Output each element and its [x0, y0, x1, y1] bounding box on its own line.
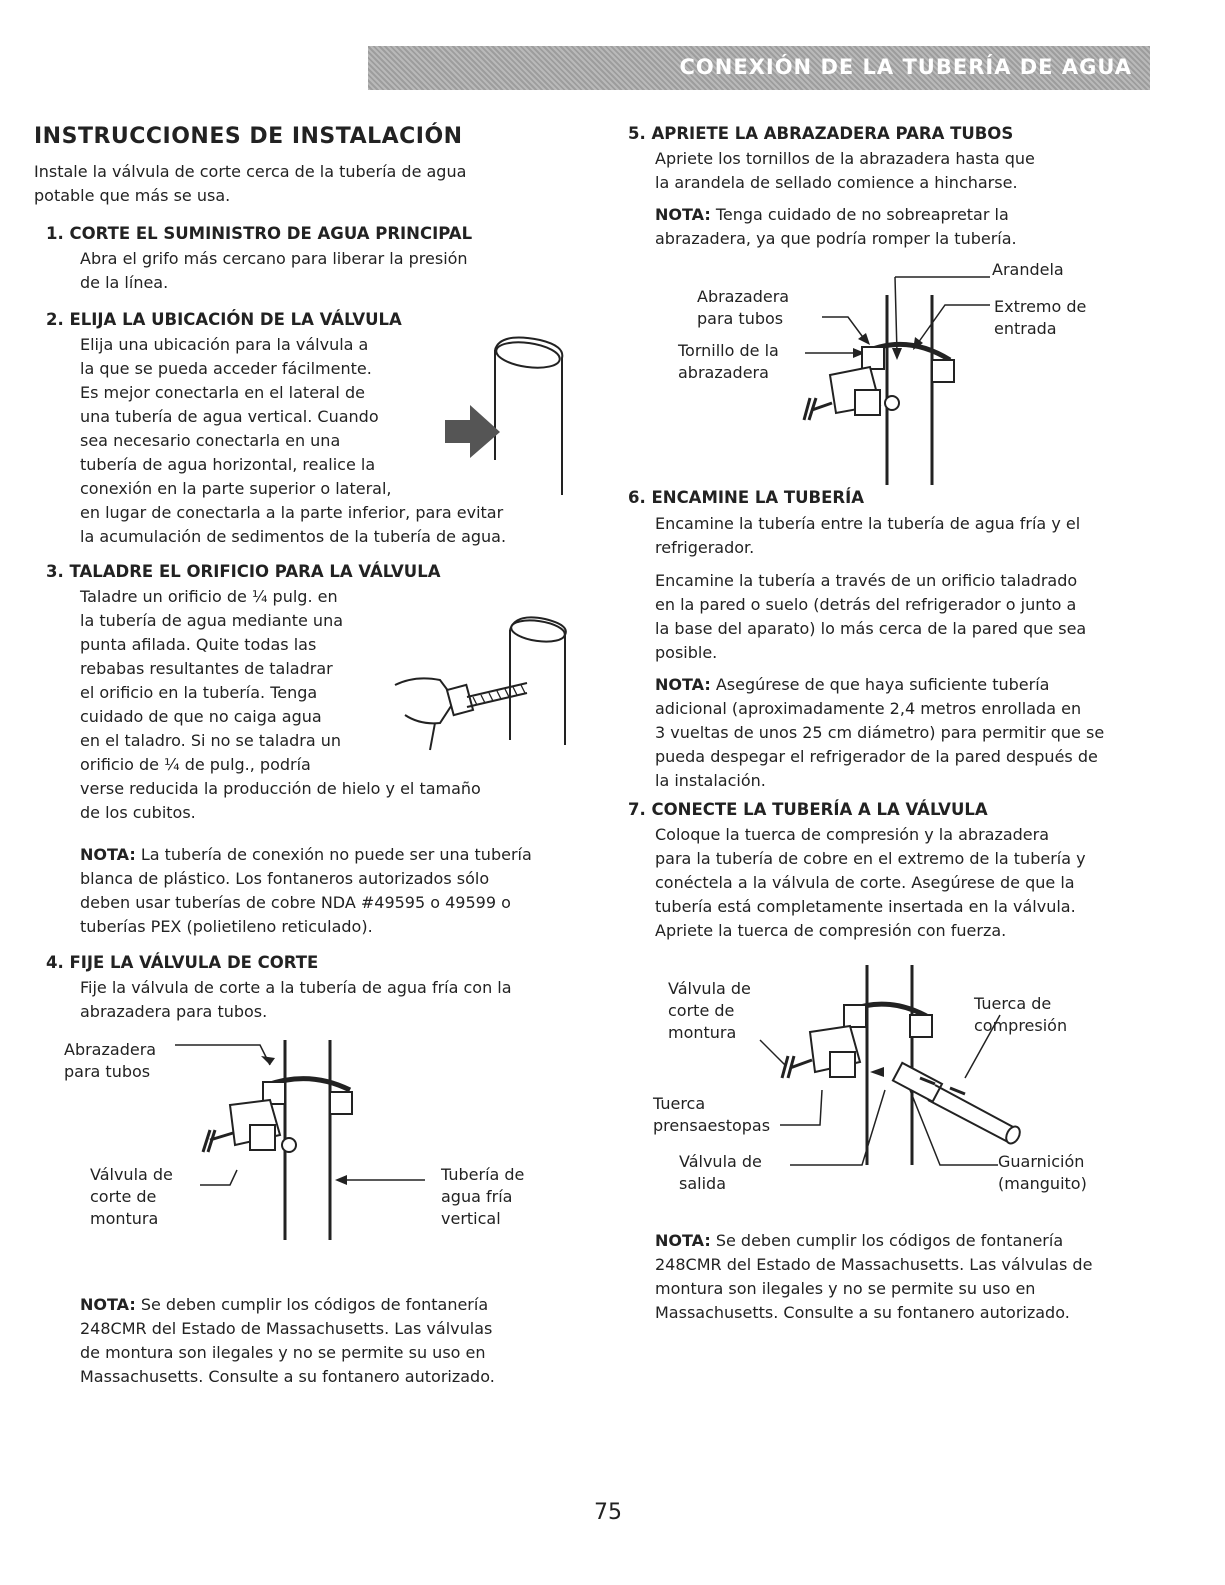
page-title: INSTRUCCIONES DE INSTALACIÓN — [34, 124, 463, 149]
fig5-washer-label: Arandela — [992, 260, 1064, 279]
clamp-detail-illustration — [800, 265, 1000, 490]
fig5-inlet-label: Extremo de entrada — [994, 297, 1087, 338]
step7-note: NOTA: Se deben cumplir los códigos de fontanería 248CMR del Estado de Massachusetts. Las válvulas de montura son ilegales y no se permite su uso en Massachusetts. Consulte a su fontanero autorizado. — [655, 1231, 1093, 1322]
step5-heading: 5. APRIETE LA ABRAZADERA PARA TUBOS — [628, 124, 1014, 143]
step5-note: NOTA: Tenga cuidado de no sobreapretar la abrazadera, ya que podría romper la tubería. — [655, 205, 1017, 248]
vertical-pipe-illustration — [440, 330, 580, 500]
step6-text-2: Encamine la tubería a través de un orificio taladrado en la pared o suelo (detrás del refrigerador o junto a la base del aparato) lo más cerca de la pared que sea posible. — [655, 571, 1087, 662]
step5-text: Apriete los tornillos de la abrazadera hasta que la arandela de sellado comience a hincharse. — [655, 149, 1035, 192]
fig7-valve-label: Válvula de corte de montura — [668, 979, 751, 1042]
step3-heading: 3. TALADRE EL ORIFICIO PARA LA VÁLVULA — [46, 562, 441, 581]
step2-text: Elija una ubicación para la válvula a la que se pueda acceder fácilmente. Es mejor conectarla en el lateral de una tubería de agua vertical. Cuando sea necesario conectarla en una tubería de agua horizontal, realice la conexión en la parte superior o lateral, en lugar de conectarla a la parte inferior, para evitar la acumulación de sedimentos de la tubería de agua. — [80, 335, 507, 546]
step6-note: NOTA: Asegúrese de que haya suficiente tubería adicional (aproximadamente 2,4 metros enrollada en 3 vueltas de unos 25 cm diámetro) para permitir que se pueda despegar el refrigerador de la pared después de la instalación. — [655, 675, 1105, 790]
step4-text: Fije la válvula de corte a la tubería de agua fría con la abrazadera para tubos. — [80, 978, 512, 1021]
fig7-outlet-label: Válvula de salida — [679, 1152, 762, 1193]
page-number: 75 — [594, 1500, 622, 1525]
step4-note: NOTA: Se deben cumplir los códigos de fontanería 248CMR del Estado de Massachusetts. Las válvulas de montura son ilegales y no se permite su uso en Massachusetts. Consulte a su fontanero autorizado. — [80, 1295, 495, 1386]
fig5-screw-label: Tornillo de la abrazadera — [678, 341, 779, 382]
fig4-pipe-label: Tubería de agua fría vertical — [441, 1165, 525, 1228]
step7-text: Coloque la tuerca de compresión y la abrazadera para la tubería de cobre en el extremo de la tubería y conéctela a la válvula de corte. Asegúrese de que la tubería está completamente insertada en la válvula. Apriete la tuerca de compresión con fuerza. — [655, 825, 1086, 940]
step7-heading: 7. CONECTE LA TUBERÍA A LA VÁLVULA — [628, 800, 988, 819]
step2-heading: 2. ELIJA LA UBICACIÓN DE LA VÁLVULA — [46, 310, 402, 329]
saddle-valve-illustration — [175, 1030, 435, 1245]
fig4-valve-label: Válvula de corte de montura — [90, 1165, 173, 1228]
step1-text: Abra el grifo más cercano para liberar la presión de la línea. — [80, 249, 468, 292]
step3-note: NOTA: La tubería de conexión no puede ser una tubería blanca de plástico. Los fontaneros autorizados sólo deben usar tuberías de cobre NDA #49595 o 49599 o tuberías PEX (polietileno reticulado). — [80, 845, 532, 936]
section-banner: CONEXIÓN DE LA TUBERÍA DE AGUA — [368, 46, 1150, 90]
fig5-clamp-label: Abrazadera para tubos — [697, 287, 790, 328]
fig7-nut-label: Tuerca de compresión — [974, 994, 1068, 1035]
arrow-icon — [445, 405, 500, 458]
step1-heading: 1. CORTE EL SUMINISTRO DE AGUA PRINCIPAL — [46, 224, 473, 243]
step6-text: Encamine la tubería entre la tubería de agua fría y el refrigerador. — [655, 514, 1081, 557]
compression-nut-illustration — [760, 960, 1040, 1175]
fig7-packing-label: Tuerca prensaestopas — [653, 1094, 771, 1135]
step6-heading: 6. ENCAMINE LA TUBERÍA — [628, 488, 864, 507]
step4-heading: 4. FIJE LA VÁLVULA DE CORTE — [46, 953, 319, 972]
intro-text: Instale la válvula de corte cerca de la tubería de agua potable que más se usa. — [34, 162, 467, 205]
drill-illustration — [395, 605, 585, 755]
fig7-sleeve-label: Guarnición (manguito) — [998, 1152, 1087, 1193]
step3-text: Taladre un orificio de ¼ pulg. en la tubería de agua mediante una punta afilada. Quite todas las rebabas resultantes de taladrar el orificio en la tubería. Tenga cuidado de que no caiga agua en el taladro. Si no se taladra un orificio de ¼ de pulg., podría verse reducida la producción de hielo y el tamaño de los cubitos. — [80, 587, 481, 822]
fig4-clamp-label: Abrazadera para tubos — [64, 1040, 157, 1081]
